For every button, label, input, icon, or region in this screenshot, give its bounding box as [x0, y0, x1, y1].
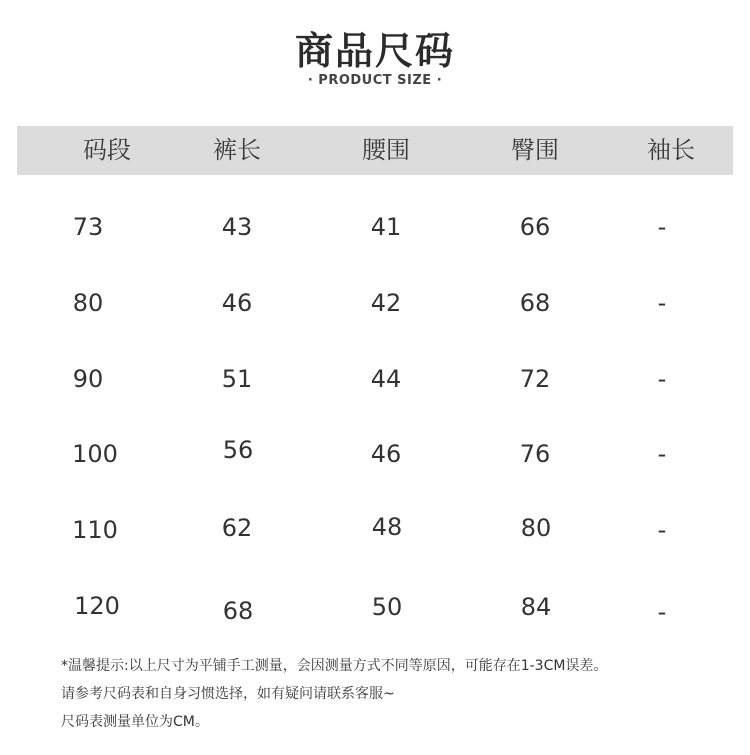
cell-hip: 84 [520, 593, 552, 621]
cell-waist: 42 [370, 289, 402, 317]
cell-sleeve-length: - [657, 598, 667, 626]
table-row [0, 359, 750, 399]
cell-size: 80 [72, 289, 104, 317]
cell-sleeve-length: - [657, 440, 667, 468]
size-table-header [17, 126, 733, 175]
note-line: *温馨提示:以上尺寸为平铺手工测量，会因测量方式不同等原因，可能存在1-3CM误差。 [61, 658, 608, 674]
cell-waist: 50 [371, 593, 403, 621]
cell-pants-length: 56 [222, 436, 254, 464]
cell-size: 100 [72, 440, 118, 468]
subtitle-dot-left: · [307, 73, 314, 88]
cell-size: 90 [72, 365, 104, 393]
header-hip: 臀围 [511, 136, 559, 164]
cell-hip: 80 [520, 514, 552, 542]
cell-size: 120 [74, 592, 120, 620]
cell-pants-length: 51 [221, 365, 253, 393]
size-notes [61, 656, 607, 740]
cell-hip: 68 [519, 289, 551, 317]
cell-size: 73 [72, 213, 104, 241]
header-pants-length: 裤长 [213, 136, 261, 164]
cell-sleeve-length: - [657, 213, 667, 241]
table-row [0, 510, 750, 550]
header-size-range: 码段 [83, 136, 131, 164]
cell-pants-length: 46 [221, 289, 253, 317]
table-row [0, 586, 750, 626]
cell-pants-length: 68 [222, 597, 254, 625]
cell-size: 110 [72, 516, 118, 544]
cell-hip: 72 [519, 365, 551, 393]
cell-sleeve-length: - [657, 365, 667, 393]
cell-hip: 76 [519, 440, 551, 468]
table-row [0, 207, 750, 247]
cell-waist: 48 [371, 513, 403, 541]
cell-pants-length: 62 [221, 514, 253, 542]
note-line: 请参考尺码表和自身习惯选择，如有疑问请联系客服~ [61, 686, 395, 702]
header-sleeve-length: 袖长 [647, 136, 695, 164]
cell-waist: 46 [370, 440, 402, 468]
table-row [0, 283, 750, 323]
cell-hip: 66 [519, 213, 551, 241]
page-subtitle [0, 73, 750, 88]
note-line: 尺码表测量单位为CM。 [61, 714, 209, 730]
cell-sleeve-length: - [657, 289, 667, 317]
table-row [0, 434, 750, 474]
cell-waist: 41 [370, 213, 402, 241]
subtitle-text: PRODUCT SIZE [318, 73, 432, 88]
header-waist: 腰围 [362, 136, 410, 164]
cell-sleeve-length: - [657, 516, 667, 544]
cell-waist: 44 [370, 365, 402, 393]
page-title: 商品尺码 [294, 29, 455, 73]
cell-pants-length: 43 [221, 213, 253, 241]
subtitle-dot-right: · [436, 73, 443, 88]
